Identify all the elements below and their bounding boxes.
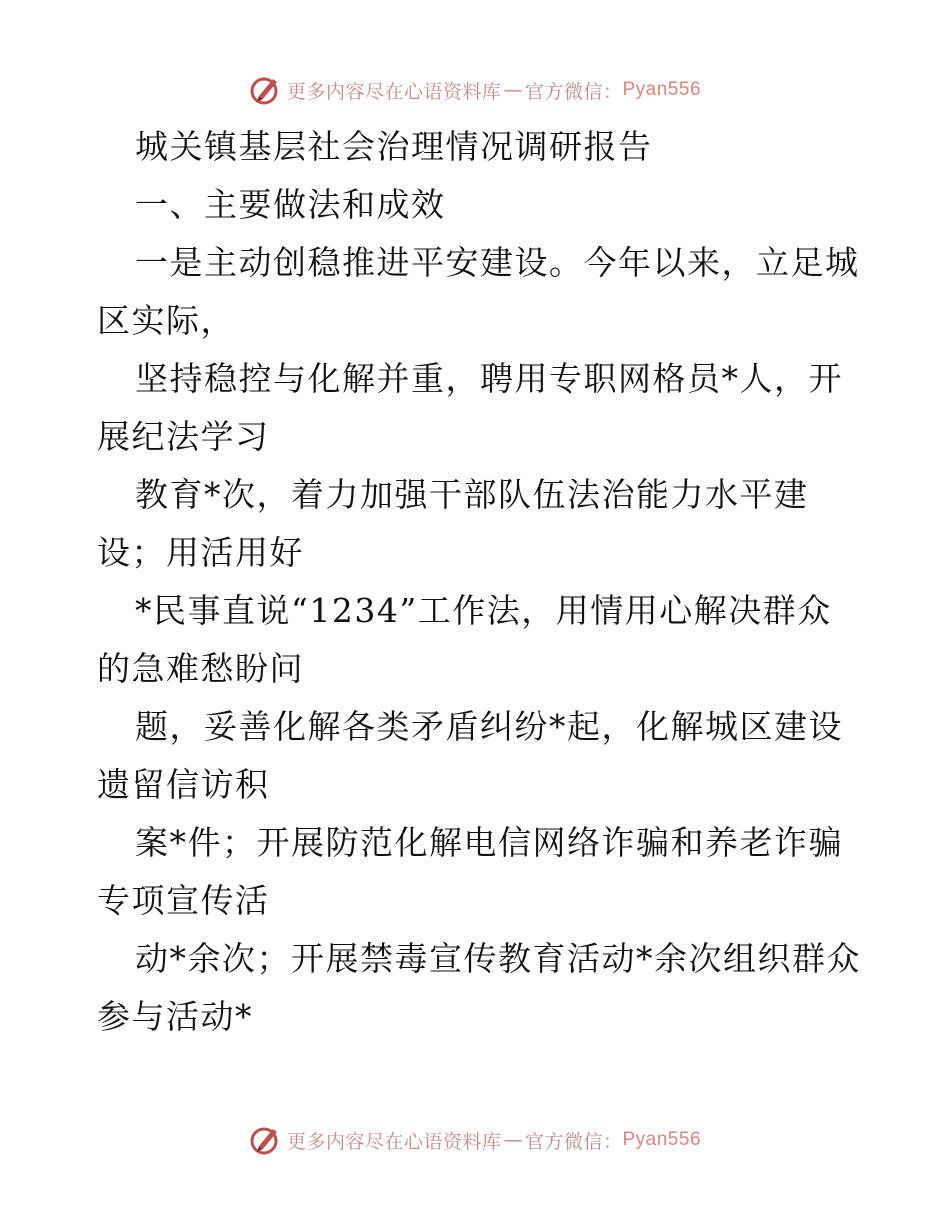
paragraph-line: 坚持稳控与化解并重，聘用专职网格员*人，开	[135, 359, 843, 398]
paragraph-line: 遗留信访积	[97, 765, 270, 804]
paragraph-line: 动*余次；开展禁毒宣传教育活动*余次组织群众	[135, 939, 861, 978]
watermark-dash: —	[503, 79, 523, 101]
paragraph-line: 教育*次，着力加强干部队伍法治能力水平建	[135, 475, 809, 514]
watermark-text: 更多内容尽在心语资料库	[286, 80, 502, 103]
document-body	[97, 118, 861, 1046]
watermark-dash: —	[503, 1129, 523, 1151]
paragraph-line: *民事直说“1234”工作法，用情用心解决群众	[135, 591, 832, 630]
paragraph-line: 题，妥善化解各类矛盾纠纷*起，化解城区建设	[135, 707, 843, 746]
paragraph-line: 设；用活用好	[97, 533, 304, 572]
watermark-footer	[0, 1120, 950, 1160]
document-title: 城关镇基层社会治理情况调研报告	[135, 127, 653, 166]
paragraph-line: 展纪法学习	[97, 417, 270, 456]
paragraph-line: 区实际，	[97, 301, 235, 340]
watermark-wechat-id: Pyan556	[622, 79, 702, 100]
watermark-header	[0, 70, 950, 110]
paragraph-line: 的急难愁盼问	[97, 649, 304, 688]
pen-logo-icon	[249, 73, 283, 107]
watermark-label: 官方微信：	[524, 80, 623, 103]
watermark-text: 更多内容尽在心语资料库	[286, 1130, 502, 1153]
pen-logo-icon	[249, 1123, 283, 1157]
paragraph-line: 案*件；开展防范化解电信网络诈骗和养老诈骗	[135, 823, 843, 862]
watermark-label: 官方微信：	[524, 1130, 623, 1153]
paragraph-line: 一是主动创稳推进平安建设。今年以来，立足城	[135, 243, 860, 282]
watermark-wechat-id: Pyan556	[622, 1129, 702, 1150]
section-heading: 一、主要做法和成效	[135, 185, 446, 224]
paragraph-line: 专项宣传活	[97, 881, 270, 920]
paragraph-line: 参与活动*	[97, 997, 253, 1036]
